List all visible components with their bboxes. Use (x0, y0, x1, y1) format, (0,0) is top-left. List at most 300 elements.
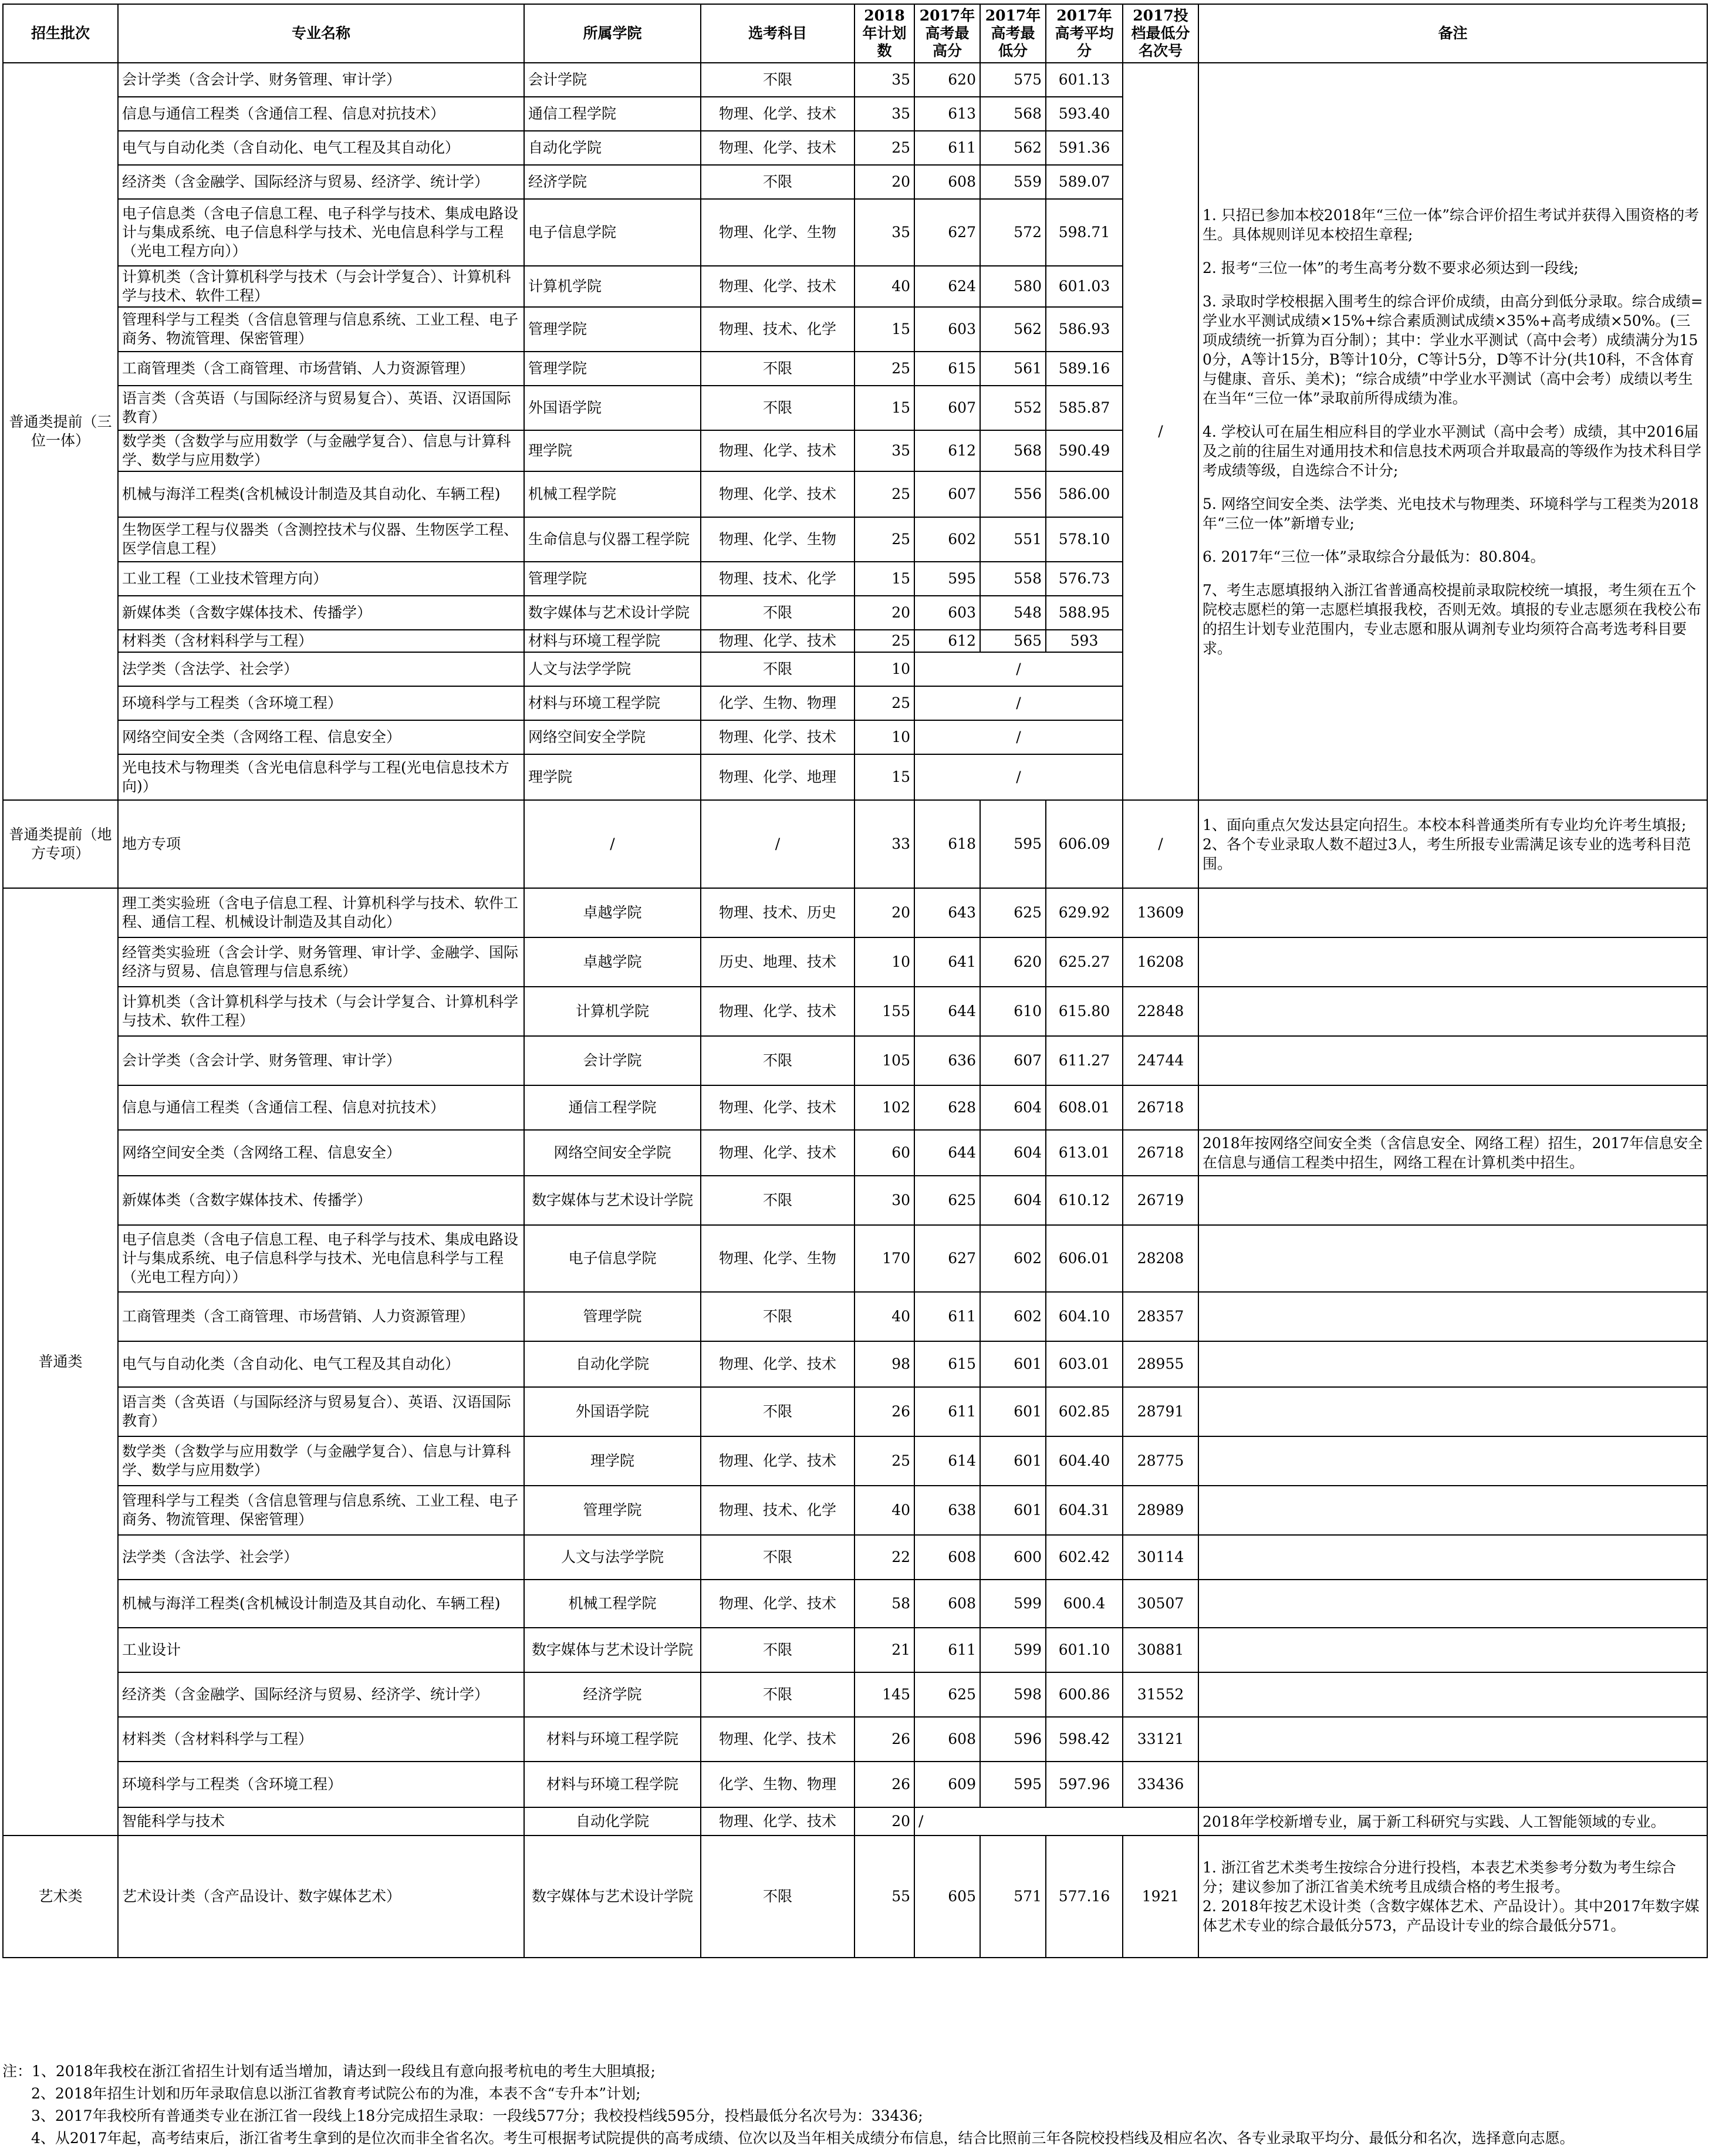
avg-score-cell: 577.16 (1046, 1836, 1123, 1958)
plan-cell: 33 (854, 800, 914, 888)
avg-score-cell: 578.10 (1046, 517, 1123, 562)
major-cell: 管理科学与工程类（含信息管理与信息系统、工业工程、电子商务、物流管理、保密管理） (118, 1486, 524, 1535)
min-score-cell: 620 (980, 937, 1046, 987)
table-row (3, 1130, 1707, 1176)
remark-line: 7、考生志愿填报纳入浙江省普通高校提前录取院校统一填报，考生须在五个院校志愿栏的第一志愿栏填报我校，否则无效。填报的专业志愿须在我校公布的招生计划专业范围内，专业志愿和服从调剂专业均须符合高考选考科目要求。 (1203, 581, 1702, 657)
header-subjects: 选考科目 (701, 4, 854, 63)
college-cell: 通信工程学院 (524, 1085, 701, 1130)
college-cell: 电子信息学院 (524, 1225, 701, 1292)
subjects-cell: 不限 (701, 1387, 854, 1436)
max-score-cell: 608 (914, 165, 980, 199)
plan-cell: 30 (854, 1176, 914, 1225)
min-score-cell: 610 (980, 987, 1046, 1036)
subjects-cell: 不限 (701, 652, 854, 686)
max-score-cell: 618 (914, 800, 980, 888)
remarks-cell (1198, 1225, 1707, 1292)
min-score-cell: 548 (980, 596, 1046, 630)
table-row (3, 1176, 1707, 1225)
max-score-cell: 595 (914, 562, 980, 596)
major-cell: 网络空间安全类（含网络工程、信息安全） (118, 1130, 524, 1176)
avg-score-cell: 608.01 (1046, 1085, 1123, 1130)
remarks-cell: 2018年按网络空间安全类（含信息安全、网络工程）招生，2017年信息安全在信息与通信工程类中招生，网络工程在计算机类中招生。 (1198, 1130, 1707, 1176)
min-score-cell: 595 (980, 800, 1046, 888)
score-slash-cell: / (914, 686, 1123, 720)
major-cell: 网络空间安全类（含网络工程、信息安全） (118, 720, 524, 754)
remarks-cell (1198, 1672, 1707, 1717)
max-score-cell: 615 (914, 352, 980, 386)
subjects-cell: 不限 (701, 386, 854, 430)
major-cell: 法学类（含法学、社会学） (118, 652, 524, 686)
plan-cell: 25 (854, 471, 914, 517)
max-score-cell: 615 (914, 1341, 980, 1387)
avg-score-cell: 602.42 (1046, 1535, 1123, 1580)
major-cell: 机械与海洋工程类(含机械设计制造及其自动化、车辆工程) (118, 1580, 524, 1628)
min-score-cell: 599 (980, 1628, 1046, 1672)
table-row (3, 1762, 1707, 1807)
remarks-cell: 2018年学校新增专业，属于新工科研究与实践、人工智能领域的专业。 (1198, 1807, 1707, 1836)
remark-line: 2. 报考“三位一体”的考生高考分数不要求必须达到一段线; (1203, 259, 1579, 276)
table-row (3, 987, 1707, 1036)
avg-score-cell: 576.73 (1046, 562, 1123, 596)
max-score-cell: 603 (914, 596, 980, 630)
subjects-cell: 物理、化学、技术 (701, 1085, 854, 1130)
avg-score-cell: 601.03 (1046, 266, 1123, 307)
max-score-cell: 644 (914, 1130, 980, 1176)
max-score-cell: 628 (914, 1085, 980, 1130)
plan-cell: 60 (854, 1130, 914, 1176)
subjects-cell: 物理、化学、技术 (701, 266, 854, 307)
remarks-cell (1198, 1292, 1707, 1341)
plan-cell: 20 (854, 1807, 914, 1836)
major-cell: 数学类（含数学与应用数学（与金融学复合）、信息与计算科学、数学与应用数学） (118, 1436, 524, 1486)
min-score-cell: 571 (980, 1836, 1046, 1958)
table-row (3, 1387, 1707, 1436)
avg-score-cell: 610.12 (1046, 1176, 1123, 1225)
subjects-cell: 物理、化学、技术 (701, 720, 854, 754)
subjects-cell: 物理、化学、技术 (701, 471, 854, 517)
remark-line: 4. 学校认可在届生相应科目的学业水平测试（高中会考）成绩，其中2016届及之前的往届生对通用技术和信息技术两项合并取最高的等级作为技术科目学考成绩等级，自选综合不计分; (1203, 423, 1702, 479)
min-score-cell: 552 (980, 386, 1046, 430)
college-cell: 会计学院 (524, 63, 701, 97)
college-cell: 理学院 (524, 430, 701, 471)
table-row (3, 1717, 1707, 1762)
footnote-2: 2、2018年招生计划和历年录取信息以浙江省教育考试院公布的为准，本表不含“专升本”计划; (31, 2085, 641, 2102)
header-batch: 招生批次 (3, 4, 118, 63)
remarks-cell (1198, 1036, 1707, 1085)
max-score-cell: 638 (914, 1486, 980, 1535)
score-slash-cell: / (914, 754, 1123, 800)
table-row (3, 1225, 1707, 1292)
max-score-cell: 603 (914, 307, 980, 352)
max-score-cell: 643 (914, 888, 980, 937)
avg-score-cell: 598.42 (1046, 1717, 1123, 1762)
college-cell: 人文与法学学院 (524, 1535, 701, 1580)
college-cell: 材料与环境工程学院 (524, 630, 701, 652)
subjects-cell: 不限 (701, 1292, 854, 1341)
batch-cell: 普通类提前（地方专项） (3, 800, 118, 888)
avg-score-cell: 606.01 (1046, 1225, 1123, 1292)
min-score-cell: 601 (980, 1341, 1046, 1387)
college-cell: 计算机学院 (524, 987, 701, 1036)
major-cell: 新媒体类（含数字媒体技术、传播学） (118, 1176, 524, 1225)
min-score-cell: 551 (980, 517, 1046, 562)
max-score-cell: 605 (914, 1836, 980, 1958)
rank-cell: 26718 (1123, 1130, 1198, 1176)
rank-cell: 31552 (1123, 1672, 1198, 1717)
remarks-cell (1198, 1762, 1707, 1807)
table-row (3, 800, 1707, 888)
major-cell: 数学类（含数学与应用数学（与金融学复合）、信息与计算科学、数学与应用数学） (118, 430, 524, 471)
avg-score-cell: 625.27 (1046, 937, 1123, 987)
footnote-1: 注：1、2018年我校在浙江省招生计划有适当增加，请达到一段线且有意向报考杭电的考生大胆填报; (2, 2063, 656, 2080)
remarks-cell (1198, 800, 1707, 888)
remark-line: 3. 录取时学校根据入围考生的综合评价成绩，由高分到低分录取。综合成绩=学业水平测试成绩×15%+综合素质测试成绩×35%+高考成绩×50%。(三项成绩统一折算为百分制）；其中：学业水平测试（高中会考）成绩满分为150分，A等计15分，B等计10分，C等计5分，D等不计分(共10科，不含体育与健康、音乐、美术)；“综合成绩”中学业水平测试（高中会考）成绩以考生在当年“三位一体”录取前所得成绩为准。 (1203, 292, 1703, 407)
plan-cell: 26 (854, 1387, 914, 1436)
avg-score-cell: 604.10 (1046, 1292, 1123, 1341)
footnote-3: 3、2017年我校所有普通类专业在浙江省一段线上18分完成招生录取：一段线577分；我校投档线595分，投档最低分名次号为：33436; (31, 2107, 923, 2124)
plan-cell: 40 (854, 266, 914, 307)
subjects-cell: 物理、化学、技术 (701, 1580, 854, 1628)
college-cell: 管理学院 (524, 1486, 701, 1535)
subjects-cell: 物理、化学、技术 (701, 630, 854, 652)
major-cell: 电气与自动化类（含自动化、电气工程及其自动化） (118, 1341, 524, 1387)
major-cell: 生物医学工程与仪器类（含测控技术与仪器、生物医学工程、医学信息工程） (118, 517, 524, 562)
major-cell: 理工类实验班（含电子信息工程、计算机科学与技术、软件工程、通信工程、机械设计制造及其自动化） (118, 888, 524, 937)
header-rank: 2017投档最低分名次号 (1123, 4, 1198, 63)
college-cell: 会计学院 (524, 1036, 701, 1085)
remarks-cell (1198, 63, 1707, 800)
college-cell: 卓越学院 (524, 888, 701, 937)
max-score-cell: 625 (914, 1176, 980, 1225)
remark-line: 5. 网络空间安全类、法学类、光电技术与物理类、环境科学与工程类为2018年“三位一体”新增专业; (1203, 495, 1699, 532)
avg-score-cell: 600.86 (1046, 1672, 1123, 1717)
rank-cell: 28955 (1123, 1341, 1198, 1387)
table-row (3, 1036, 1707, 1085)
plan-cell: 25 (854, 517, 914, 562)
min-score-cell: 600 (980, 1535, 1046, 1580)
plan-cell: 21 (854, 1628, 914, 1672)
table-row (3, 63, 1707, 97)
subjects-cell: 物理、化学、技术 (701, 97, 854, 131)
college-cell: 计算机学院 (524, 266, 701, 307)
plan-cell: 55 (854, 1836, 914, 1958)
max-score-cell: 644 (914, 987, 980, 1036)
min-score-cell: 595 (980, 1762, 1046, 1807)
rank-cell: 13609 (1123, 888, 1198, 937)
min-score-cell: 604 (980, 1085, 1046, 1130)
subjects-cell: 不限 (701, 352, 854, 386)
subjects-cell: 物理、化学、技术 (701, 1436, 854, 1486)
max-score-cell: 611 (914, 1292, 980, 1341)
max-score-cell: 612 (914, 430, 980, 471)
subjects-cell: 物理、化学、技术 (701, 1130, 854, 1176)
avg-score-cell: 585.87 (1046, 386, 1123, 430)
min-score-cell: 599 (980, 1580, 1046, 1628)
remarks-cell (1198, 1535, 1707, 1580)
table-row (3, 1436, 1707, 1486)
min-score-cell: 575 (980, 63, 1046, 97)
subjects-cell: 不限 (701, 1836, 854, 1958)
header-row (3, 4, 1707, 63)
rank-cell: 30881 (1123, 1628, 1198, 1672)
min-score-cell: 572 (980, 199, 1046, 266)
remark-line: 6. 2017年“三位一体”录取综合分最低为：80.804。 (1203, 548, 1545, 565)
plan-cell: 102 (854, 1085, 914, 1130)
major-cell: 会计学类（含会计学、财务管理、审计学） (118, 1036, 524, 1085)
plan-cell: 15 (854, 562, 914, 596)
table-row (3, 1580, 1707, 1628)
subjects-cell: 物理、化学、技术 (701, 430, 854, 471)
avg-score-cell: 629.92 (1046, 888, 1123, 937)
remarks-cell (1198, 1486, 1707, 1535)
college-cell: 管理学院 (524, 562, 701, 596)
table-row (3, 1486, 1707, 1535)
remarks-cell (1198, 937, 1707, 987)
max-score-cell: 611 (914, 1387, 980, 1436)
subjects-cell: 物理、化学、技术 (701, 1341, 854, 1387)
major-cell: 环境科学与工程类（含环境工程） (118, 1762, 524, 1807)
major-cell: 语言类（含英语（与国际经济与贸易复合）、英语、汉语国际教育） (118, 386, 524, 430)
min-score-cell: 607 (980, 1036, 1046, 1085)
min-score-cell: 580 (980, 266, 1046, 307)
subjects-cell: 物理、技术、化学 (701, 1486, 854, 1535)
subjects-cell: 物理、技术、历史 (701, 888, 854, 937)
plan-cell: 10 (854, 720, 914, 754)
major-cell: 法学类（含法学、社会学） (118, 1535, 524, 1580)
subjects-cell: 物理、化学、生物 (701, 1225, 854, 1292)
plan-cell: 145 (854, 1672, 914, 1717)
college-cell: 经济学院 (524, 165, 701, 199)
major-cell: 经济类（含金融学、国际经济与贸易、经济学、统计学） (118, 165, 524, 199)
avg-score-cell: 591.36 (1046, 131, 1123, 165)
major-cell: 经管类实验班（含会计学、财务管理、审计学、金融学、国际经济与贸易、信息管理与信息系统） (118, 937, 524, 987)
major-cell: 语言类（含英语（与国际经济与贸易复合）、英语、汉语国际教育） (118, 1387, 524, 1436)
plan-cell: 22 (854, 1535, 914, 1580)
plan-cell: 35 (854, 430, 914, 471)
major-cell: 电子信息类（含电子信息工程、电子科学与技术、集成电路设计与集成系统、电子信息科学与技术、光电信息科学与工程（光电工程方向）） (118, 199, 524, 266)
score-slash-cell: / (914, 1807, 1198, 1836)
college-cell: 通信工程学院 (524, 97, 701, 131)
subjects-cell: 不限 (701, 63, 854, 97)
header-remarks: 备注 (1198, 4, 1707, 63)
plan-cell: 20 (854, 888, 914, 937)
remarks-cell (1198, 888, 1707, 937)
plan-cell: 25 (854, 1436, 914, 1486)
college-cell: 外国语学院 (524, 386, 701, 430)
max-score-cell: 641 (914, 937, 980, 987)
avg-score-cell: 593 (1046, 630, 1123, 652)
max-score-cell: 614 (914, 1436, 980, 1486)
remarks-cell (1198, 1387, 1707, 1436)
plan-cell: 35 (854, 199, 914, 266)
college-cell: 材料与环境工程学院 (524, 1762, 701, 1807)
rank-cell: 22848 (1123, 987, 1198, 1036)
plan-cell: 40 (854, 1486, 914, 1535)
remarks-cell (1198, 1580, 1707, 1628)
min-score-cell: 601 (980, 1486, 1046, 1535)
plan-cell: 35 (854, 97, 914, 131)
subjects-cell: 不限 (701, 1672, 854, 1717)
avg-score-cell: 601.10 (1046, 1628, 1123, 1672)
avg-score-cell: 597.96 (1046, 1762, 1123, 1807)
rank-cell: 1921 (1123, 1836, 1198, 1958)
batch-cell: 普通类 (3, 888, 118, 1836)
avg-score-cell: 600.4 (1046, 1580, 1123, 1628)
avg-score-cell: 588.95 (1046, 596, 1123, 630)
header-college: 所属学院 (524, 4, 701, 63)
subjects-cell: 历史、地理、技术 (701, 937, 854, 987)
major-cell: 信息与通信工程类（含通信工程、信息对抗技术） (118, 97, 524, 131)
college-cell: 生命信息与仪器工程学院 (524, 517, 701, 562)
plan-cell: 10 (854, 652, 914, 686)
max-score-cell: 625 (914, 1672, 980, 1717)
major-cell: 计算机类（含计算机科学与技术（与会计学复合）、计算机科学与技术、软件工程） (118, 266, 524, 307)
college-cell: 自动化学院 (524, 1807, 701, 1836)
rank-cell: 33436 (1123, 1762, 1198, 1807)
remark-line: 2. 2018年按艺术设计类（含数字媒体艺术、产品设计）。其中2017年数字媒体艺术专业的综合最低分573，产品设计专业的综合最低分571。 (1203, 1898, 1700, 1934)
min-score-cell: 602 (980, 1225, 1046, 1292)
min-score-cell: 596 (980, 1717, 1046, 1762)
table-row (3, 1085, 1707, 1130)
avg-score-cell: 613.01 (1046, 1130, 1123, 1176)
college-cell: / (524, 800, 701, 888)
header-min: 2017年高考最低分 (980, 4, 1046, 63)
rank-cell: 26718 (1123, 1085, 1198, 1130)
avg-score-cell: 589.07 (1046, 165, 1123, 199)
college-cell: 管理学院 (524, 307, 701, 352)
subjects-cell: 不限 (701, 596, 854, 630)
subjects-cell: 物理、化学、技术 (701, 1807, 854, 1836)
major-cell: 地方专项 (118, 800, 524, 888)
plan-cell: 25 (854, 686, 914, 720)
min-score-cell: 602 (980, 1292, 1046, 1341)
max-score-cell: 611 (914, 131, 980, 165)
admission-table-wrap (2, 4, 1707, 1958)
major-cell: 工商管理类（含工商管理、市场营销、人力资源管理） (118, 352, 524, 386)
avg-score-cell: 606.09 (1046, 800, 1123, 888)
min-score-cell: 561 (980, 352, 1046, 386)
max-score-cell: 627 (914, 1225, 980, 1292)
header-avg: 2017年高考平均分 (1046, 4, 1123, 63)
table-row (3, 937, 1707, 987)
plan-cell: 35 (854, 63, 914, 97)
min-score-cell: 604 (980, 1130, 1046, 1176)
college-cell: 数字媒体与艺术设计学院 (524, 1628, 701, 1672)
min-score-cell: 556 (980, 471, 1046, 517)
avg-score-cell: 602.85 (1046, 1387, 1123, 1436)
min-score-cell: 568 (980, 430, 1046, 471)
min-score-cell: 625 (980, 888, 1046, 937)
avg-score-cell: 586.93 (1046, 307, 1123, 352)
plan-cell: 58 (854, 1580, 914, 1628)
major-cell: 机械与海洋工程类(含机械设计制造及其自动化、车辆工程) (118, 471, 524, 517)
plan-cell: 15 (854, 307, 914, 352)
table-row (3, 1341, 1707, 1387)
min-score-cell: 604 (980, 1176, 1046, 1225)
max-score-cell: 608 (914, 1717, 980, 1762)
subjects-cell: 物理、技术、化学 (701, 307, 854, 352)
rank-cell: 30507 (1123, 1580, 1198, 1628)
rank-cell: 28775 (1123, 1436, 1198, 1486)
remark-line: 1. 只招已参加本校2018年“三位一体”综合评价招生考试并获得入围资格的考生。具体规则详见本校招生章程; (1203, 206, 1699, 243)
college-cell: 理学院 (524, 754, 701, 800)
avg-score-cell: 611.27 (1046, 1036, 1123, 1085)
subjects-cell: 不限 (701, 1535, 854, 1580)
college-cell: 网络空间安全学院 (524, 1130, 701, 1176)
remark-line: 1. 浙江省艺术类考生按综合分进行投档，本表艺术类参考分数为考生综合分；建议参加了浙江省美术统考且成绩合格的考生报考。 (1203, 1859, 1676, 1895)
major-cell: 工商管理类（含工商管理、市场营销、人力资源管理） (118, 1292, 524, 1341)
max-score-cell: 627 (914, 199, 980, 266)
subjects-cell: 物理、化学、生物 (701, 517, 854, 562)
major-cell: 材料类（含材料科学与工程） (118, 630, 524, 652)
major-cell: 光电技术与物理类（含光电信息科学与工程(光电信息技术方向)） (118, 754, 524, 800)
avg-score-cell: 603.01 (1046, 1341, 1123, 1387)
major-cell: 管理科学与工程类（含信息管理与信息系统、工业工程、电子商务、物流管理、保密管理） (118, 307, 524, 352)
max-score-cell: 607 (914, 471, 980, 517)
table-row (3, 1535, 1707, 1580)
remark-line: 1、面向重点欠发达县定向招生。本校本科普通类所有专业均允许考生填报; (1203, 816, 1687, 834)
max-score-cell: 636 (914, 1036, 980, 1085)
remarks-cell (1198, 1836, 1707, 1958)
college-cell: 自动化学院 (524, 1341, 701, 1387)
college-cell: 机械工程学院 (524, 1580, 701, 1628)
avg-score-cell: 604.31 (1046, 1486, 1123, 1535)
footnote-4: 4、从2017年起，高考结束后，浙江省考生拿到的是位次而非全省名次。考生可根据考试院提供的高考成绩、位次以及当年相关成绩分布信息，结合比照前三年各院校投档线及相应名次、各专业录取平均分、最低分和名次，选择意向志愿。 (31, 2130, 1575, 2147)
college-cell: 数字媒体与艺术设计学院 (524, 1176, 701, 1225)
header-max: 2017年高考最高分 (914, 4, 980, 63)
avg-score-cell: 586.00 (1046, 471, 1123, 517)
remarks-cell (1198, 1436, 1707, 1486)
college-cell: 卓越学院 (524, 937, 701, 987)
major-cell: 智能科学与技术 (118, 1807, 524, 1836)
avg-score-cell: 601.13 (1046, 63, 1123, 97)
max-score-cell: 612 (914, 630, 980, 652)
avg-score-cell: 604.40 (1046, 1436, 1123, 1486)
plan-cell: 26 (854, 1717, 914, 1762)
plan-cell: 26 (854, 1762, 914, 1807)
max-score-cell: 620 (914, 63, 980, 97)
college-cell: 人文与法学学院 (524, 652, 701, 686)
college-cell: 经济学院 (524, 1672, 701, 1717)
table-row (3, 1836, 1707, 1958)
min-score-cell: 559 (980, 165, 1046, 199)
rank-cell: 26719 (1123, 1176, 1198, 1225)
rank-cell: / (1123, 800, 1198, 888)
min-score-cell: 568 (980, 97, 1046, 131)
major-cell: 电气与自动化类（含自动化、电气工程及其自动化） (118, 131, 524, 165)
table-row (3, 1672, 1707, 1717)
remarks-cell (1198, 1176, 1707, 1225)
remarks-cell (1198, 1341, 1707, 1387)
major-cell: 艺术设计类（含产品设计、数字媒体艺术） (118, 1836, 524, 1958)
major-cell: 材料类（含材料科学与工程） (118, 1717, 524, 1762)
college-cell: 数字媒体与艺术设计学院 (524, 596, 701, 630)
max-score-cell: 624 (914, 266, 980, 307)
major-cell: 经济类（含金融学、国际经济与贸易、经济学、统计学） (118, 1672, 524, 1717)
table-row (3, 1292, 1707, 1341)
header-major: 专业名称 (118, 4, 524, 63)
subjects-cell: 物理、化学、技术 (701, 987, 854, 1036)
subjects-cell: 不限 (701, 1628, 854, 1672)
subjects-cell: 不限 (701, 165, 854, 199)
min-score-cell: 601 (980, 1436, 1046, 1486)
subjects-cell: 物理、化学、技术 (701, 1717, 854, 1762)
major-cell: 新媒体类（含数字媒体技术、传播学） (118, 596, 524, 630)
avg-score-cell: 615.80 (1046, 987, 1123, 1036)
remarks-cell (1198, 1717, 1707, 1762)
footnotes (2, 2060, 1707, 2150)
avg-score-cell: 590.49 (1046, 430, 1123, 471)
